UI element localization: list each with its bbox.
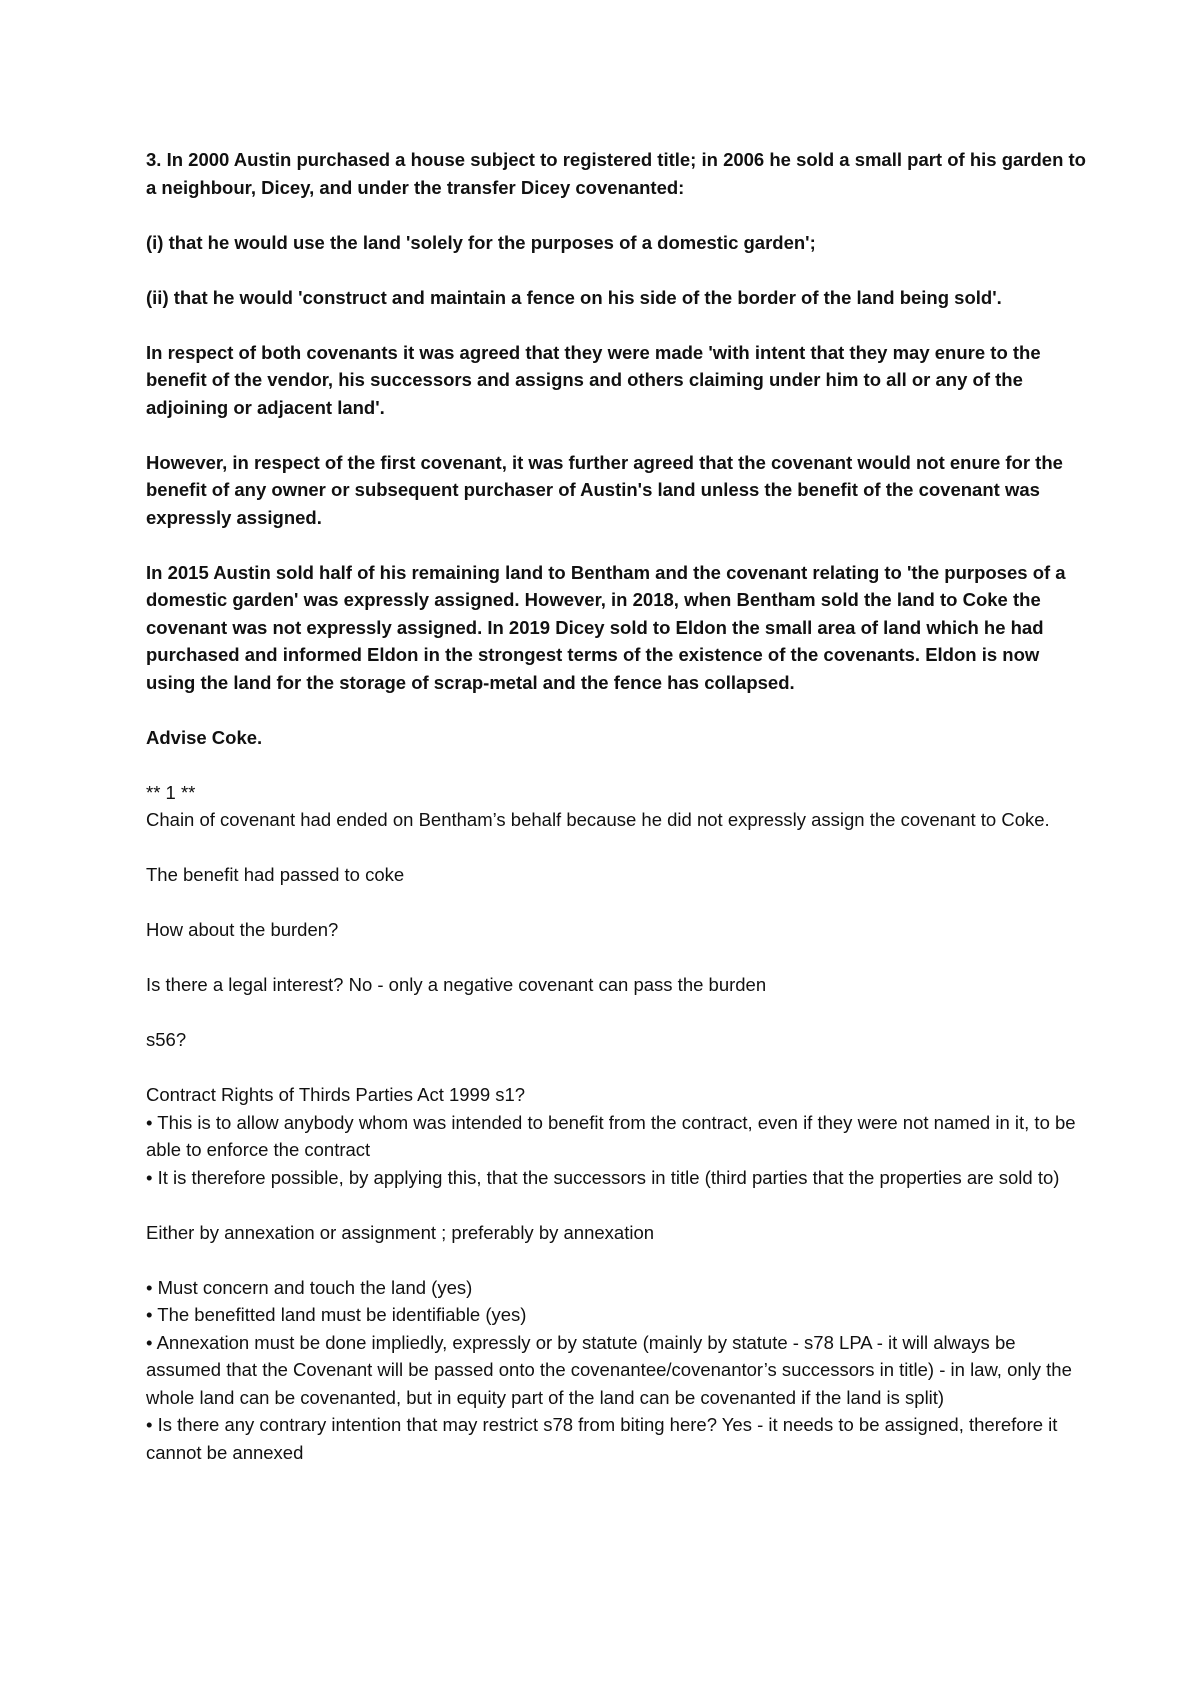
legal-interest-note: Is there a legal interest? No - only a negative covenant can pass the burden (146, 974, 767, 995)
notes-marker-block (146, 779, 1086, 834)
burden-note: How about the burden? (146, 919, 339, 940)
intent-paragraph: In respect of both covenants it was agreed that they were made 'with intent that they may enure to the benefit of the vendor, his successors and assigns and others claiming under him to all or any of the adjoining or adjacent land'. (146, 341, 1041, 418)
annexation-bullet: • Must concern and touch the land (yes) (146, 1276, 473, 1298)
annexation-list (146, 1274, 1086, 1467)
crtp-title: Contract Rights of Thirds Parties Act 1999 s1? (146, 1084, 526, 1105)
crtp-block (146, 1081, 1086, 1191)
crtp-bullet: • This is to allow anybody whom was intended to benefit from the contract, even if they were not named in it, to be able to enforce the contract (146, 1111, 1076, 1160)
annexation-bullet: • Is there any contrary intention that may restrict s78 from biting here? Yes - it needs to be assigned, therefore it cannot be annexed (146, 1414, 1058, 1463)
however-paragraph: However, in respect of the first covenant, it was further agreed that the covenant would not enure for the benefit of any owner or subsequent purchaser of Austin's land unless the benefit of the covenant was expressly assigned. (146, 451, 1063, 528)
question-intro: 3. In 2000 Austin purchased a house subject to registered title; in 2006 he sold a small part of his garden to a neighbour, Dicey, and under the transfer Dicey covenanted: (146, 149, 1086, 198)
chain-note: Chain of covenant had ended on Bentham’s behalf because he did not expressly assign the covenant to Coke. (146, 809, 1050, 830)
annexation-bullet: • Annexation must be done impliedly, expressly or by statute (mainly by statute - s78 LPA - it will always be assumed that the Covenant will be passed onto the covenantee/covenantor’s successors in title) - in law, only the whole land can be covenanted, but in equity part of the land can be covenanted if the land is split) (146, 1331, 1072, 1408)
facts-paragraph: In 2015 Austin sold half of his remaining land to Bentham and the covenant relating to 'the purposes of a domestic garden' was expressly assigned. However, in 2018, when Bentham sold the land to Coke the covenant was not expressly assigned. In 2019 Dicey sold to Eldon the small area of land which he had purchased and informed Eldon in the strongest terms of the existence of the covenants. Eldon is now using the land for the storage of scrap-metal and the fence has collapsed. (146, 561, 1066, 693)
s56-note: s56? (146, 1029, 187, 1050)
crtp-bullet: • It is therefore possible, by applying this, that the successors in title (third parties that the properties are sold to) (146, 1166, 1060, 1188)
annexation-note: Either by annexation or assignment ; preferably by annexation (146, 1221, 655, 1243)
advise-line: Advise Coke. (146, 726, 263, 748)
annexation-bullet: • The benefitted land must be identifiable (yes) (146, 1304, 527, 1325)
document-page (146, 146, 1086, 1494)
covenant-two: (ii) that he would 'construct and maintain a fence on his side of the border of the land being sold'. (146, 286, 1002, 308)
covenant-one: (i) that he would use the land 'solely for the purposes of a domestic garden'; (146, 231, 816, 253)
benefit-note: The benefit had passed to coke (146, 864, 405, 885)
notes-marker: ** 1 ** (146, 781, 196, 803)
